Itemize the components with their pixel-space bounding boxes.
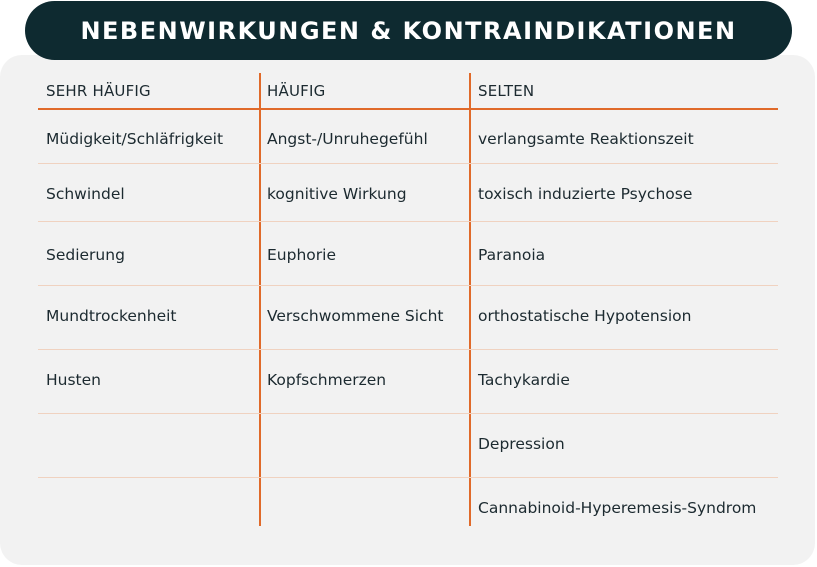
table-cell: Angst-/Unruhegefühl (267, 130, 428, 148)
column-header-rare: SELTEN (478, 82, 535, 100)
table-cell: kognitive Wirkung (267, 185, 407, 203)
table-cell: Schwindel (46, 185, 125, 203)
table-cell: toxisch induzierte Psychose (478, 185, 693, 203)
table-cell: Euphorie (267, 246, 336, 264)
header-underline (38, 108, 778, 110)
row-divider (38, 413, 778, 414)
row-divider (38, 285, 778, 286)
table-cell: Müdigkeit/Schläfrigkeit (46, 130, 224, 148)
table-cell: Sedierung (46, 246, 125, 264)
column-header-very-common: SEHR HÄUFIG (46, 82, 151, 100)
table-cell: Mundtrockenheit (46, 307, 177, 325)
title-banner (25, 1, 792, 60)
row-divider (38, 221, 778, 222)
column-divider-2 (469, 73, 471, 526)
row-divider (38, 349, 778, 350)
table-cell: Verschwommene Sicht (267, 307, 444, 325)
row-divider (38, 163, 778, 164)
table-cell: Kopfschmerzen (267, 371, 387, 389)
table-cell: Cannabinoid-Hyperemesis-Syndrom (478, 499, 757, 517)
table-cell: Tachykardie (478, 371, 570, 389)
table-cell: verlangsamte Reaktionszeit (478, 130, 694, 148)
table-cell: Husten (46, 371, 101, 389)
table-cell: Paranoia (478, 246, 546, 264)
page-title: NEBENWIRKUNGEN & KONTRAINDIKATIONEN (80, 16, 737, 45)
column-header-common: HÄUFIG (267, 82, 326, 100)
row-divider (38, 477, 778, 478)
table-cell: orthostatische Hypotension (478, 307, 692, 325)
table-cell: Depression (478, 435, 565, 453)
column-divider-1 (259, 73, 261, 526)
